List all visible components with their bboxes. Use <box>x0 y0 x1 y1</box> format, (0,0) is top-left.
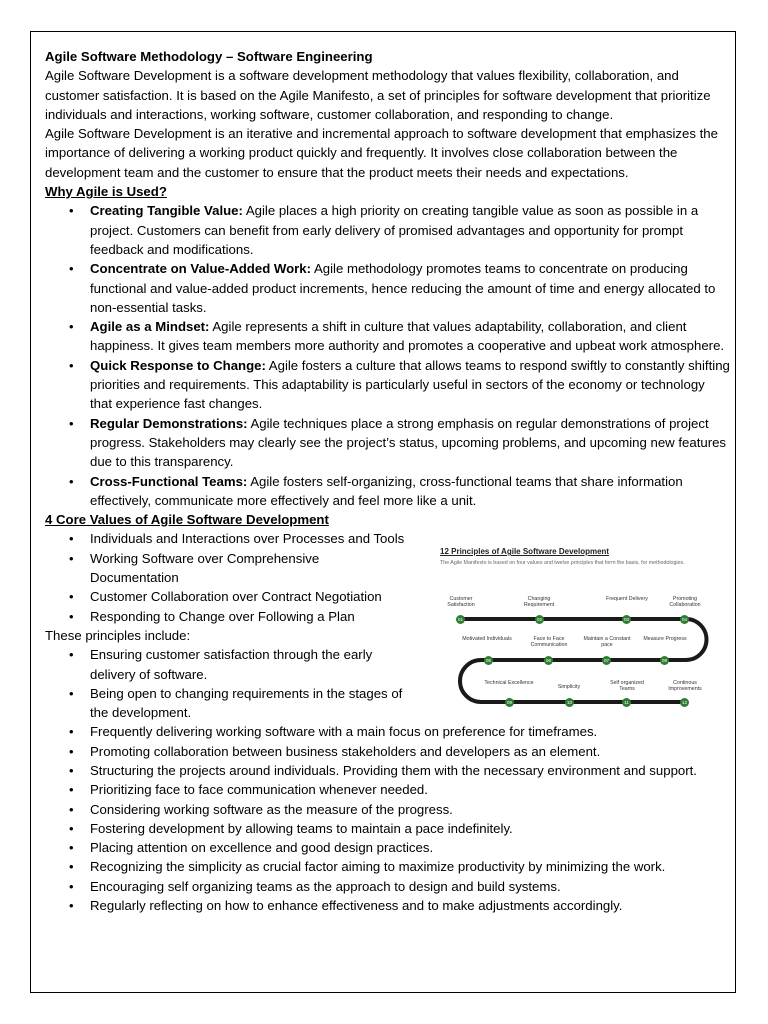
list-item-text: Structuring the projects around individuals. Providing them with the necessary environment and support. <box>90 762 697 778</box>
list-item <box>45 877 730 896</box>
principle-label: Face to Face Communication <box>530 636 568 649</box>
list-item-text: Prioritizing face to face communication whenever needed. <box>90 782 428 798</box>
principle-label: Changing Requirement <box>523 596 555 609</box>
list-item <box>45 819 730 838</box>
core-values-heading: 4 Core Values of Agile Software Development <box>45 512 329 528</box>
principle-number: 02 <box>536 617 542 622</box>
list-item <box>45 800 730 819</box>
list-item-term: Regular Demonstrations: <box>90 415 248 431</box>
principle-number: 08 <box>661 658 667 663</box>
list-item <box>45 414 730 472</box>
list-item <box>45 317 730 356</box>
list-item-text: Recognizing the simplicity as crucial factor aiming to maximize productivity by minimizing the work. <box>90 859 666 875</box>
list-item <box>45 356 730 414</box>
list-item-term: Agile as a Mindset: <box>90 319 210 335</box>
principle-label: Continous Improvements <box>668 680 702 693</box>
list-item-text: Frequently delivering working software with a main focus on preference for timeframes. <box>90 724 598 740</box>
principle-number: 03 <box>623 617 629 622</box>
list-item-text: Agile fosters a culture that allows teams to respond swiftly to constantly shifting priorities and requirements. This adaptability is particularly useful in sectors of the economy or technology that experience fast changes. <box>90 357 730 412</box>
list-item <box>45 259 730 317</box>
principle-number: 11 <box>622 698 631 707</box>
document-body <box>45 47 730 915</box>
list-item-text: Fostering development by allowing teams to maintain a pace indefinitely. <box>90 820 513 836</box>
why-agile-heading: Why Agile is Used? <box>45 184 167 200</box>
list-item-text: Agile represents a shift in culture that values adaptability, collaboration, and client happiness. It gives team members more authority and promotes a cooperative and upbeat work atmosphere. <box>90 319 725 354</box>
list-item-text: Regularly reflecting on how to enhance effectiveness and to make adjustments accordingly. <box>90 898 623 914</box>
principles-infographic <box>432 543 722 718</box>
list-item <box>45 857 730 876</box>
list-item <box>45 742 730 761</box>
list-item-text: Considering working software as the measure of the progress. <box>90 801 453 817</box>
list-item <box>45 722 730 741</box>
list-item-term: Concentrate on Value-Added Work: <box>90 261 312 277</box>
list-item-text: Working Software over Comprehensive Documentation <box>90 550 320 586</box>
infographic-subtitle: The Agile Manifesto is based on four values and twelve principles that form the basis, for methodologies. <box>440 560 685 566</box>
list-item-text: Encouraging self organizing teams as the approach to design and build systems. <box>90 878 561 894</box>
intro-paragraph-1: Agile Software Development is a software development methodology that values flexibility, collaboration, and customer satisfaction. It is based on the Agile Manifesto, a set of principles for software development that prioritize individuals and interactions, working software, customer collaboration, and responding to change. <box>45 68 711 122</box>
list-item-text: Agile methodology promotes teams to concentrate on producing functional and value-added product increments, hence reducing the amount of time and energy allocated to non-essential tasks. <box>90 261 716 315</box>
list-item-text: Responding to Change over Following a Plan <box>90 608 355 624</box>
list-item-text: Individuals and Interactions over Processes and Tools <box>90 531 405 547</box>
why-agile-list <box>45 201 730 510</box>
list-item <box>45 645 390 684</box>
list-item <box>45 684 420 723</box>
list-item-text: Ensuring customer satisfaction through the early delivery of software. <box>90 647 373 682</box>
list-item <box>45 896 730 915</box>
principles-intro: These principles include: <box>45 627 191 643</box>
principle-label: Simplicity <box>557 684 581 690</box>
list-item <box>45 549 335 588</box>
principle-number: 06 <box>545 658 551 663</box>
principle-number: 12 <box>681 700 687 705</box>
list-item-term: Cross-Functional Teams: <box>90 473 248 489</box>
list-item-term: Creating Tangible Value: <box>90 203 243 219</box>
list-item <box>45 201 730 259</box>
list-item-text: Promoting collaboration between business stakeholders and developers as an element. <box>90 743 601 759</box>
principle-number: 10 <box>566 700 572 705</box>
document-title: Agile Software Methodology – Software Engineering <box>45 49 373 64</box>
list-item-text: Agile fosters self-organizing, cross-functional teams that share information effectively, communicate more effectively and feel more like a unit. <box>90 473 683 508</box>
principle-label: Measure Progress <box>643 636 687 642</box>
principle-number: 09 <box>506 700 512 705</box>
principle-number: 01 <box>457 617 463 622</box>
list-item <box>45 472 730 511</box>
principle-label: Self organized Teams <box>610 680 644 693</box>
list-item <box>45 780 730 799</box>
list-item-text: Customer Collaboration over Contract Negotiation <box>90 589 382 605</box>
list-item-text: Being open to changing requirements in the stages of the development. <box>90 685 403 721</box>
principle-number: 04 <box>681 617 687 622</box>
principle-number: 05 <box>485 658 491 663</box>
principle-label: Technical Excellence <box>484 680 534 686</box>
principle-label: Customer Satisfaction <box>447 596 475 609</box>
principle-label: Maintain a Constant pace <box>583 636 631 649</box>
list-item-text: Placing attention on excellence and good design practices. <box>90 840 434 856</box>
principle-label: Frequent Delivery <box>606 596 648 602</box>
infographic-title: 12 Principles of Agile Software Development <box>440 547 610 556</box>
list-item-term: Quick Response to Change: <box>90 357 266 373</box>
list-item <box>45 838 730 857</box>
principle-label: Promoting Collaboration <box>669 596 701 609</box>
list-item-text: Agile techniques place a strong emphasis on regular demonstrations of project progress. Stakeholders may clearly see the project’s status, upcoming problems, and upcoming new features due to this transparency. <box>90 415 727 470</box>
list-item <box>45 761 730 780</box>
principle-number: 07 <box>603 658 609 663</box>
intro-paragraph-2: Agile Software Development is an iterative and incremental approach to software development that emphasizes the importance of delivering a working product quickly and frequently. It involves close collaboration between the development team and the customer to ensure that the product meets their needs and expectations. <box>45 126 718 180</box>
list-item-text: Agile places a high priority on creating tangible value as soon as possible in a project. Customers can benefit from early delivery of promised advantages and opportunity for prompt feedback and modifications. <box>90 203 699 257</box>
principle-label: Motivated Individuals <box>462 636 512 642</box>
